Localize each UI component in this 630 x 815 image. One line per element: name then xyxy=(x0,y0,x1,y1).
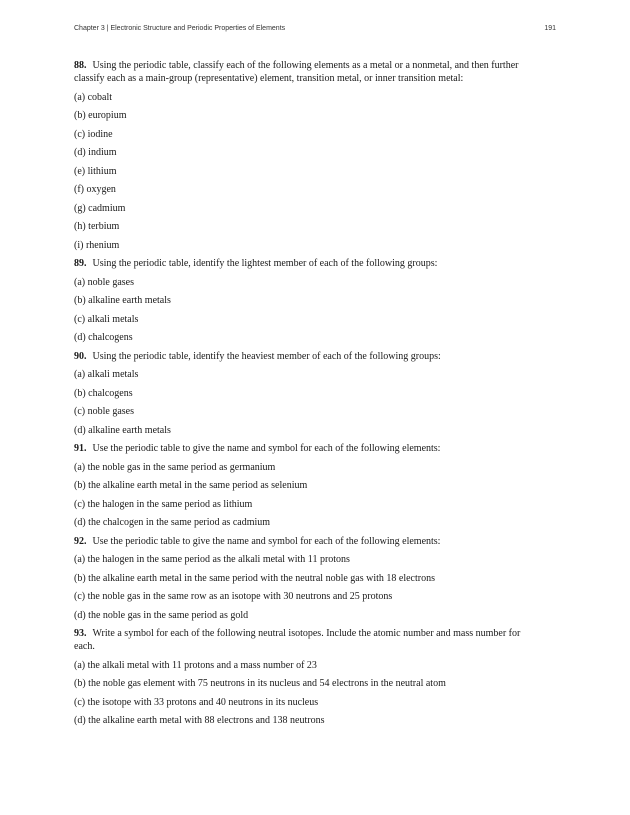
question-text: Use the periodic table to give the name and symbol for each of the following elements: xyxy=(92,535,441,547)
question-text: Using the periodic table, identify the heaviest member of each of the following groups: xyxy=(92,350,441,362)
answer-item: (d) the alkaline earth metal with 88 electrons and 138 neutrons xyxy=(74,715,325,726)
answer-item: (d) the noble gas in the same period as gold xyxy=(74,609,249,621)
question-3 xyxy=(74,442,542,455)
answer-item: (a) the halogen in the same period as the alkali metal with 11 protons xyxy=(74,554,350,565)
answer-item: (c) the isotope with 33 protons and 40 neutrons in its nucleus xyxy=(74,696,319,708)
question-0 xyxy=(74,59,542,85)
question-number: 89. xyxy=(74,258,87,269)
answer-item: (d) alkaline earth metals xyxy=(74,424,171,436)
answer-item: (c) alkali metals xyxy=(74,313,139,325)
answer-item: (c) the halogen in the same period as lithium xyxy=(74,498,253,510)
question-text: Use the periodic table to give the name and symbol for each of the following elements: xyxy=(92,443,441,454)
answer-item: (d) chalcogens xyxy=(74,332,133,343)
answer-item: (b) the alkaline earth metal in the same period with the neutral noble gas with 18 electrons xyxy=(74,572,435,584)
question-2 xyxy=(74,350,542,363)
answer-item: (b) europium xyxy=(74,110,127,121)
running-header xyxy=(74,25,556,32)
answer-item: (b) alkaline earth metals xyxy=(74,295,171,306)
answer-item: (g) cadmium xyxy=(74,202,126,214)
answer-item: (e) lithium xyxy=(74,165,117,177)
answer-item: (a) noble gases xyxy=(74,276,134,288)
answer-item: (b) the alkaline earth metal in the same period as selenium xyxy=(74,480,308,491)
question-number: 93. xyxy=(74,628,87,639)
answer-item: (f) oxygen xyxy=(74,184,116,195)
chapter-title: Chapter 3 | Electronic Structure and Periodic Properties of Elements xyxy=(74,25,286,32)
answer-item: (b) the noble gas element with 75 neutrons in its nucleus and 54 electrons in the neutral atom xyxy=(74,678,446,689)
answer-item: (b) chalcogens xyxy=(74,387,133,399)
question-number: 88. xyxy=(74,60,87,71)
answer-item: (c) iodine xyxy=(74,128,113,140)
question-1 xyxy=(74,257,542,270)
answer-item: (i) rhenium xyxy=(74,239,120,251)
question-text: Write a symbol for each of the following neutral isotopes. Include the atomic number and mass number for each. xyxy=(74,628,521,652)
answer-item: (a) alkali metals xyxy=(74,369,139,380)
question-5 xyxy=(74,627,542,653)
question-number: 92. xyxy=(74,535,87,547)
answer-item: (a) cobalt xyxy=(74,91,113,103)
question-number: 90. xyxy=(74,350,87,362)
answer-item: (a) the alkali metal with 11 protons and a mass number of 23 xyxy=(74,659,317,671)
question-4 xyxy=(74,535,542,548)
answer-item: (c) noble gases xyxy=(74,406,134,417)
question-text: Using the periodic table, classify each of the following elements as a metal or a nonmetal, and then further classify each as a main-group (representative) element, transition metal, or inner transition metal: xyxy=(74,60,519,84)
answer-item: (a) the noble gas in the same period as germanium xyxy=(74,461,276,473)
answer-item: (d) indium xyxy=(74,147,117,158)
question-text: Using the periodic table, identify the lightest member of each of the following groups: xyxy=(92,258,438,269)
answer-item: (h) terbium xyxy=(74,221,120,232)
page-number: 191 xyxy=(544,25,556,32)
exercise-list xyxy=(74,59,542,733)
answer-item: (c) the noble gas in the same row as an isotope with 30 neutrons and 25 protons xyxy=(74,591,393,602)
question-number: 91. xyxy=(74,443,87,454)
answer-item: (d) the chalcogen in the same period as cadmium xyxy=(74,517,271,528)
